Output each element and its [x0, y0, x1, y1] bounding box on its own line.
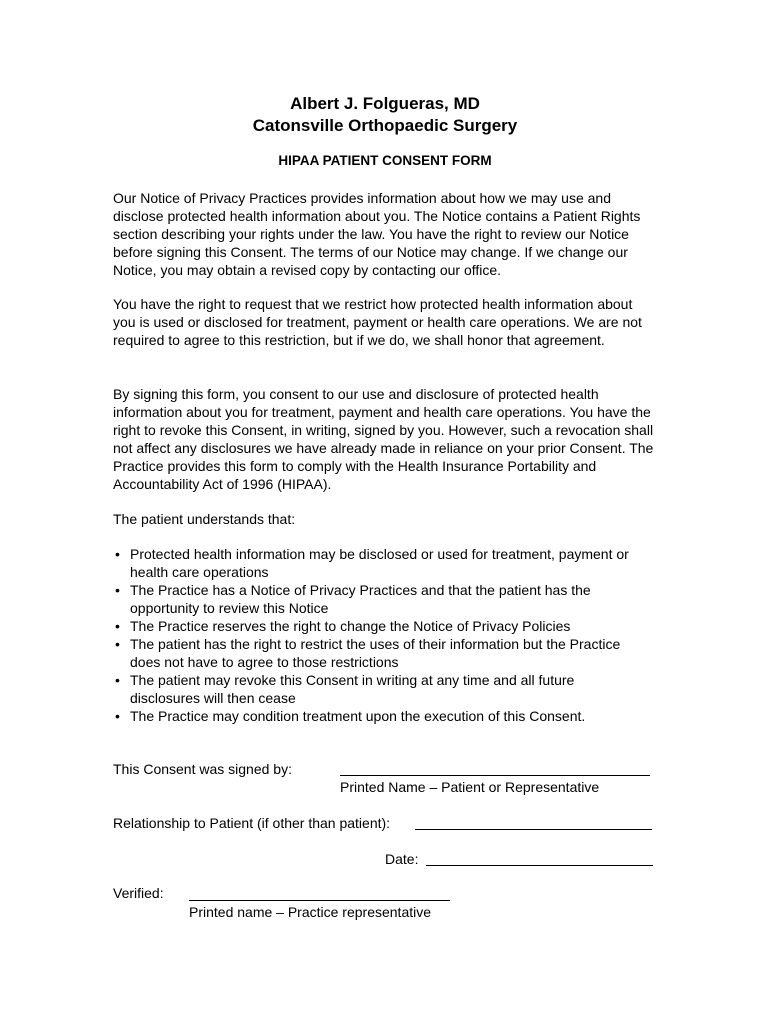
list-item: • The Practice has a Notice of Privacy Practices and that the patient has the opportunity to review this Notice [113, 581, 633, 617]
understanding-list [113, 545, 633, 725]
list-item: • The Practice reserves the right to change the Notice of Privacy Policies [113, 617, 633, 635]
privacy-notice-paragraph: Our Notice of Privacy Practices provides information about how we may use and disclose protected health information about you. The Notice contains a Patient Rights section describing your rights under the law. You have the right to review our Notice before signing this Consent. The terms of our Notice may change. If we change our Notice, you may obtain a revised copy by contacting our office. [113, 190, 641, 278]
relationship-label: Relationship to Patient (if other than patient): [113, 815, 391, 831]
practice-name: Catonsville Orthopaedic Surgery [252, 116, 518, 135]
list-item: • The patient has the right to restrict the uses of their information but the Practice does not have to agree to those restrictions [113, 635, 633, 671]
understands-intro: The patient understands that: [113, 511, 296, 527]
signed-by-line[interactable] [340, 775, 650, 776]
signed-by-label: This Consent was signed by: [113, 761, 292, 777]
date-label: Date: [385, 851, 419, 867]
list-item: • Protected health information may be disclosed or used for treatment, payment or health care operations [113, 545, 633, 581]
verified-line[interactable] [189, 900, 450, 901]
date-line[interactable] [426, 865, 653, 866]
list-item: • The Practice may condition treatment upon the execution of this Consent. [113, 707, 633, 725]
consent-paragraph: By signing this form, you consent to our use and disclosure of protected health information about you for treatment, payment and health care operations. You have the right to revoke this Consent, in writing, signed by you. However, such a revocation shall not affect any disclosures we have already made in reliance on your prior Consent. The Practice provides this form to comply with the Health Insurance Portability and Accountability Act of 1996 (HIPAA). [113, 386, 654, 492]
signed-by-caption: Printed Name – Patient or Representative [340, 779, 600, 795]
list-item: • The patient may revoke this Consent in writing at any time and all future disclosures will then cease [113, 671, 633, 707]
relationship-line[interactable] [415, 829, 652, 830]
verified-label: Verified: [113, 885, 164, 901]
form-title: HIPAA PATIENT CONSENT FORM [278, 153, 492, 168]
physician-name: Albert J. Folgueras, MD [290, 94, 480, 113]
verified-caption: Printed name – Practice representative [189, 904, 432, 920]
restriction-rights-paragraph: You have the right to request that we restrict how protected health information about you is used or disclosed for treatment, payment or health care operations. We are not required to agree to this restriction, but if we do, we shall honor that agreement. [113, 296, 642, 348]
